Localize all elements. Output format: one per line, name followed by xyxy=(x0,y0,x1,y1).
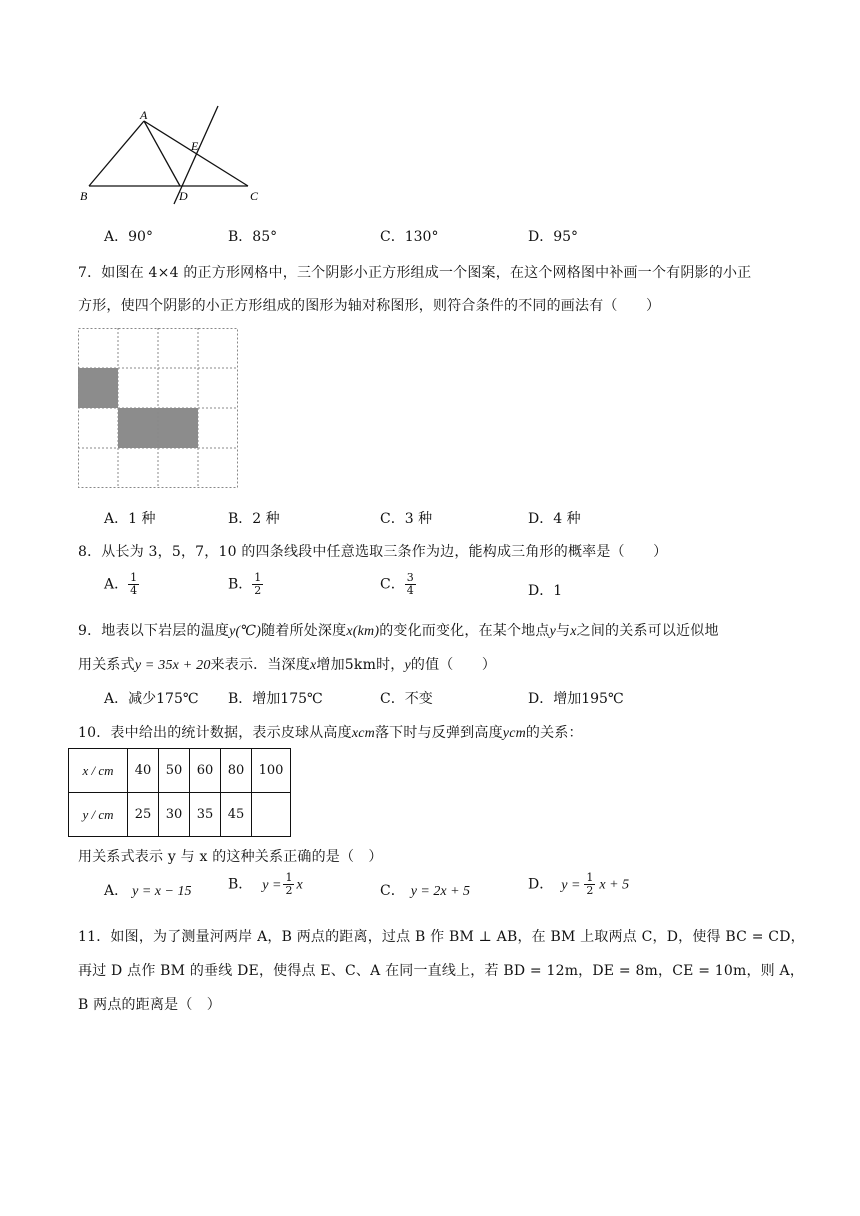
q11-line-3: B 两点的距离是（ ） xyxy=(78,997,221,1013)
q6-option-c[interactable]: C．130° xyxy=(380,229,439,245)
fraction: $\frac{3}{4}$ xyxy=(406,571,414,597)
q10-option-d[interactable]: D． y = $\frac{1}{2}$ x + 5 xyxy=(528,871,630,897)
q9-option-b[interactable]: B．增加175℃ xyxy=(228,691,323,707)
q11-line-2: 再过 D 点作 BM 的垂线 DE，使得点 E、C、A 在同一直线上，若 BD = 12m，DE = 8m，CE = 10m，则 A， xyxy=(78,963,805,979)
shaded-cell xyxy=(78,368,118,408)
q10-after: 用关系式表示 y 与 x 的这种关系正确的是（ ） xyxy=(78,849,383,865)
q7-line-1: 7．如图在 4×4 的正方形网格中，三个阴影小正方形组成一个图案，在这个网格图中补画一个有阴影的小正 xyxy=(78,265,752,281)
fraction: $\frac{1}{2}$ xyxy=(285,871,293,897)
q10-option-b[interactable]: B． y = $\frac{1}{2}$ x xyxy=(228,871,303,897)
table-row xyxy=(69,793,291,837)
q9-option-d[interactable]: D．增加195℃ xyxy=(528,691,624,707)
data-table xyxy=(68,748,291,837)
triangle-figure xyxy=(78,104,278,210)
table-cell: 45 xyxy=(221,793,252,837)
label-E: E xyxy=(191,139,199,153)
row-header-y: y / cm xyxy=(69,793,128,837)
table-cell: 30 xyxy=(159,793,190,837)
q7-option-c[interactable]: C．3 种 xyxy=(380,511,433,527)
q8-option-c[interactable]: C． $\frac{3}{4}$ xyxy=(380,571,414,597)
label-A: A xyxy=(140,108,148,122)
q11-line-1: 11．如图，为了测量河两岸 A，B 两点的距离，过点 B 作 BM ⊥ AB，在 BM 上取两点 C，D，使得 BC = CD， xyxy=(78,929,805,945)
label-C: C xyxy=(250,189,259,203)
q8-option-b[interactable]: B． $\frac{1}{2}$ xyxy=(228,571,262,597)
q6-option-a[interactable]: A．90° xyxy=(104,229,153,245)
q7-option-a[interactable]: A．1 种 xyxy=(104,511,156,527)
table-cell xyxy=(252,793,291,837)
q10-option-a[interactable]: A． y = x − 15 xyxy=(104,883,192,899)
label-B: B xyxy=(80,189,88,203)
q7-option-d[interactable]: D．4 种 xyxy=(528,511,581,527)
table-cell: 100 xyxy=(252,749,291,793)
q6-option-d[interactable]: D．95° xyxy=(528,229,579,245)
q10-text: 10．表中给出的统计数据，表示皮球从高度xcm落下时与反弹到高度ycm的关系： xyxy=(78,725,583,741)
q9-line-2: 用关系式y = 35x + 20来表示．当深度x增加5km时，y的值（ ） xyxy=(78,657,497,673)
table-cell: 80 xyxy=(221,749,252,793)
table-cell: 40 xyxy=(128,749,159,793)
q9-option-a[interactable]: A．减少175℃ xyxy=(104,691,199,707)
row-header-x: x / cm xyxy=(69,749,128,793)
fraction: $\frac{1}{2}$ xyxy=(586,871,594,897)
fraction: $\frac{1}{2}$ xyxy=(254,571,262,597)
table-cell: 35 xyxy=(190,793,221,837)
q7-option-b[interactable]: B．2 种 xyxy=(228,511,280,527)
q8-text: 8．从长为 3，5，7，10 的四条线段中任意选取三条作为边，能构成三角形的概率是（ ） xyxy=(78,544,668,560)
q9-line-1: 9．地表以下岩层的温度y(℃)随着所处深度x(km)的变化而变化，在某个地点y与x之间的关系可以近似地 xyxy=(78,623,719,639)
q7-line-2: 方形，使四个阴影的小正方形组成的图形为轴对称图形，则符合条件的不同的画法有（ ） xyxy=(78,298,661,314)
q8-option-a[interactable]: A． $\frac{1}{4}$ xyxy=(104,571,138,597)
q8-option-d[interactable]: D．1 xyxy=(528,583,563,599)
q9-option-c[interactable]: C．不变 xyxy=(380,691,433,707)
grid-figure xyxy=(78,328,239,489)
table-cell: 50 xyxy=(159,749,190,793)
q6-option-b[interactable]: B．85° xyxy=(228,229,278,245)
shaded-cell xyxy=(118,408,158,448)
label-D: D xyxy=(179,189,188,203)
shaded-cell xyxy=(158,408,198,448)
table-cell: 60 xyxy=(190,749,221,793)
table-row xyxy=(69,749,291,793)
q10-option-c[interactable]: C． y = 2x + 5 xyxy=(380,883,471,899)
fraction: $\frac{1}{4}$ xyxy=(130,571,138,597)
table-cell: 25 xyxy=(128,793,159,837)
